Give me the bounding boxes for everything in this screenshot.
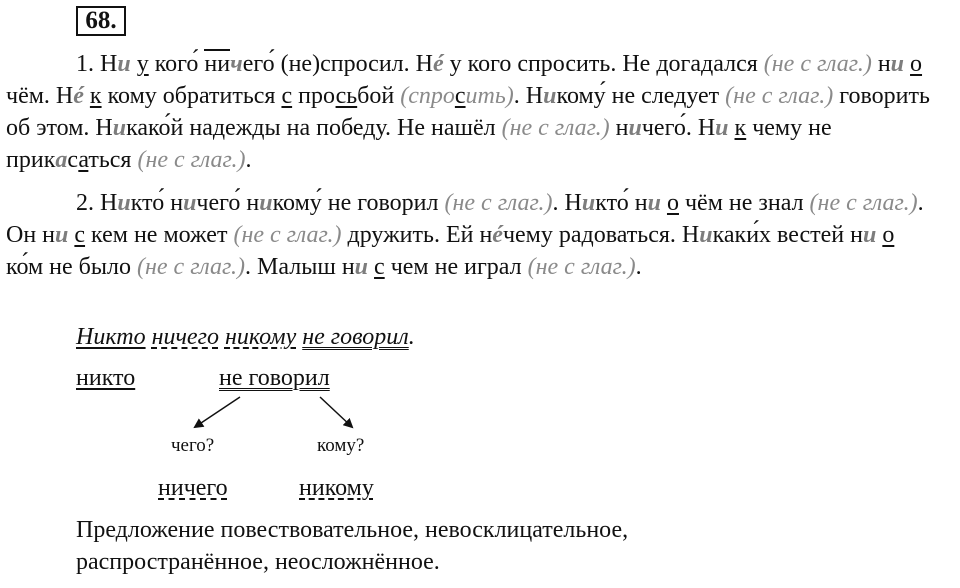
tree-predicate: не говорил — [219, 365, 330, 391]
tree-question-2: кому? — [317, 435, 365, 456]
underlined-letter: к — [734, 115, 747, 141]
tree-subject: никто — [76, 365, 136, 391]
text-run: бой — [357, 83, 401, 109]
text-run: . Н — [513, 83, 544, 109]
grammar-comment: (спро — [400, 83, 455, 109]
text-run: каки́х вестей н — [712, 222, 863, 248]
text-run: . Он н — [6, 190, 924, 248]
text-run: кому обратиться — [101, 83, 282, 109]
text-run: како́й надежды на победу. Не нашёл — [126, 115, 502, 141]
text-run: чём не знал — [678, 190, 810, 216]
exercise-section-2 — [6, 187, 936, 283]
text-run: догадался — [650, 51, 764, 77]
text-run: . Н — [552, 190, 582, 216]
highlighted-letter: а — [55, 147, 68, 173]
underlined-letter: к — [89, 83, 102, 109]
text-run: дружить. Ей н — [341, 222, 493, 248]
text-run: . Малыш н — [245, 254, 355, 280]
highlighted-letter: é — [492, 222, 503, 248]
highlighted-letter: и — [259, 190, 273, 216]
highlighted-letter: и — [117, 51, 131, 77]
highlighted-letter: ч — [230, 51, 243, 77]
text-run: н — [609, 115, 629, 141]
text-run: с — [67, 147, 79, 173]
text-run: кем не может — [85, 222, 234, 248]
parsed-object-1: ничего — [151, 324, 219, 350]
text-run: его́ (не)спросил. Н — [242, 51, 433, 77]
section-2-text — [6, 190, 924, 280]
grammar-comment: (не с глаг.) — [527, 254, 636, 280]
underlined-letter: а — [78, 147, 89, 173]
text-run: 1. Н — [76, 51, 118, 77]
root-mark: ни — [204, 51, 231, 77]
underlined-letter: о — [666, 190, 679, 216]
underlined-letter: с — [74, 222, 86, 248]
text-run: н — [871, 51, 891, 77]
text-run: чего́ н — [196, 190, 260, 216]
text-run: чем не играл — [384, 254, 528, 280]
arrow-to-object-2 — [320, 397, 352, 427]
highlighted-letter: и — [699, 222, 713, 248]
parsed-object-2: никому — [224, 324, 297, 350]
text-run: 2. Н — [76, 190, 118, 216]
grammar-comment: (не с глаг.) — [233, 222, 342, 248]
text-run: у кого спросить. Не — [443, 51, 651, 77]
arrow-to-object-1 — [195, 397, 240, 427]
highlighted-letter: é — [73, 83, 84, 109]
grammar-comment: (не с глаг.) — [725, 83, 834, 109]
text-run: кто́ н — [130, 190, 184, 216]
highlighted-letter: и — [628, 115, 642, 141]
grammar-comment: (не с глаг.) — [809, 190, 918, 216]
highlighted-letter: и — [543, 83, 557, 109]
underlined-letter: с — [374, 254, 385, 280]
sentence-characteristics — [76, 514, 936, 578]
highlighted-letter: и — [890, 51, 905, 77]
text-run: кому́ не следует — [556, 83, 726, 109]
summary-line-2: распространённое, неосложнённое. — [76, 549, 440, 575]
highlighted-letter: и — [715, 115, 729, 141]
text-run: чего́. Н — [641, 115, 716, 141]
highlighted-letter: и — [354, 254, 369, 280]
underlined-letter: о — [882, 222, 895, 248]
tree-object-1: ничего — [158, 475, 228, 501]
grammar-comment: (не с глаг.) — [763, 51, 872, 77]
parsed-predicate: не говорил — [302, 324, 409, 350]
text-run: ко́м не было — [6, 254, 137, 280]
text-run: кто́ н — [595, 190, 648, 216]
text-run: ться — [88, 147, 138, 173]
text-run: кого́ — [148, 51, 205, 77]
highlighted-letter: и — [183, 190, 197, 216]
grammar-comment: (не с глаг.) — [444, 190, 553, 216]
text-run: чему не прик — [6, 115, 832, 173]
exercise-number: 68. — [76, 6, 126, 36]
highlighted-letter: и — [117, 190, 131, 216]
grammar-comment: (не с глаг.) — [501, 115, 610, 141]
parsed-sentence — [76, 322, 415, 352]
parsed-period: . — [408, 324, 415, 350]
tree-object-2: никому — [299, 475, 374, 501]
text-run: . — [635, 254, 642, 280]
highlighted-letter: é — [432, 51, 444, 77]
text-run: говорить об этом. Н — [6, 83, 930, 141]
grammar-comment: (не с глаг.) — [137, 147, 246, 173]
grammar-comment: (не с глаг.) — [136, 254, 246, 280]
tree-question-1: чего? — [171, 435, 215, 456]
underlined-letter: сь — [335, 83, 358, 109]
text-run: кому́ не говорил — [272, 190, 445, 216]
text-run: . — [245, 147, 252, 173]
text-run: про — [292, 83, 336, 109]
highlighted-letter: и — [862, 222, 877, 248]
text-run: чём. Н — [6, 83, 74, 109]
parsed-subject: Никто — [76, 324, 146, 350]
underlined-letter: с — [281, 83, 293, 109]
underlined-letter: о — [910, 51, 923, 77]
underlined-letter: с — [454, 83, 466, 109]
exercise-section-1 — [6, 48, 936, 176]
section-1-text — [6, 49, 930, 173]
highlighted-letter: и — [55, 222, 69, 248]
highlighted-letter: и — [581, 190, 596, 216]
summary-line-1: Предложение повествовательное, невосклицательное, — [76, 517, 629, 543]
highlighted-letter: и — [112, 115, 127, 141]
text-run: чему радоваться. Н — [502, 222, 700, 248]
highlighted-letter: и — [647, 190, 661, 216]
underlined-letter: у — [136, 51, 149, 77]
grammar-comment: ить) — [465, 83, 514, 109]
